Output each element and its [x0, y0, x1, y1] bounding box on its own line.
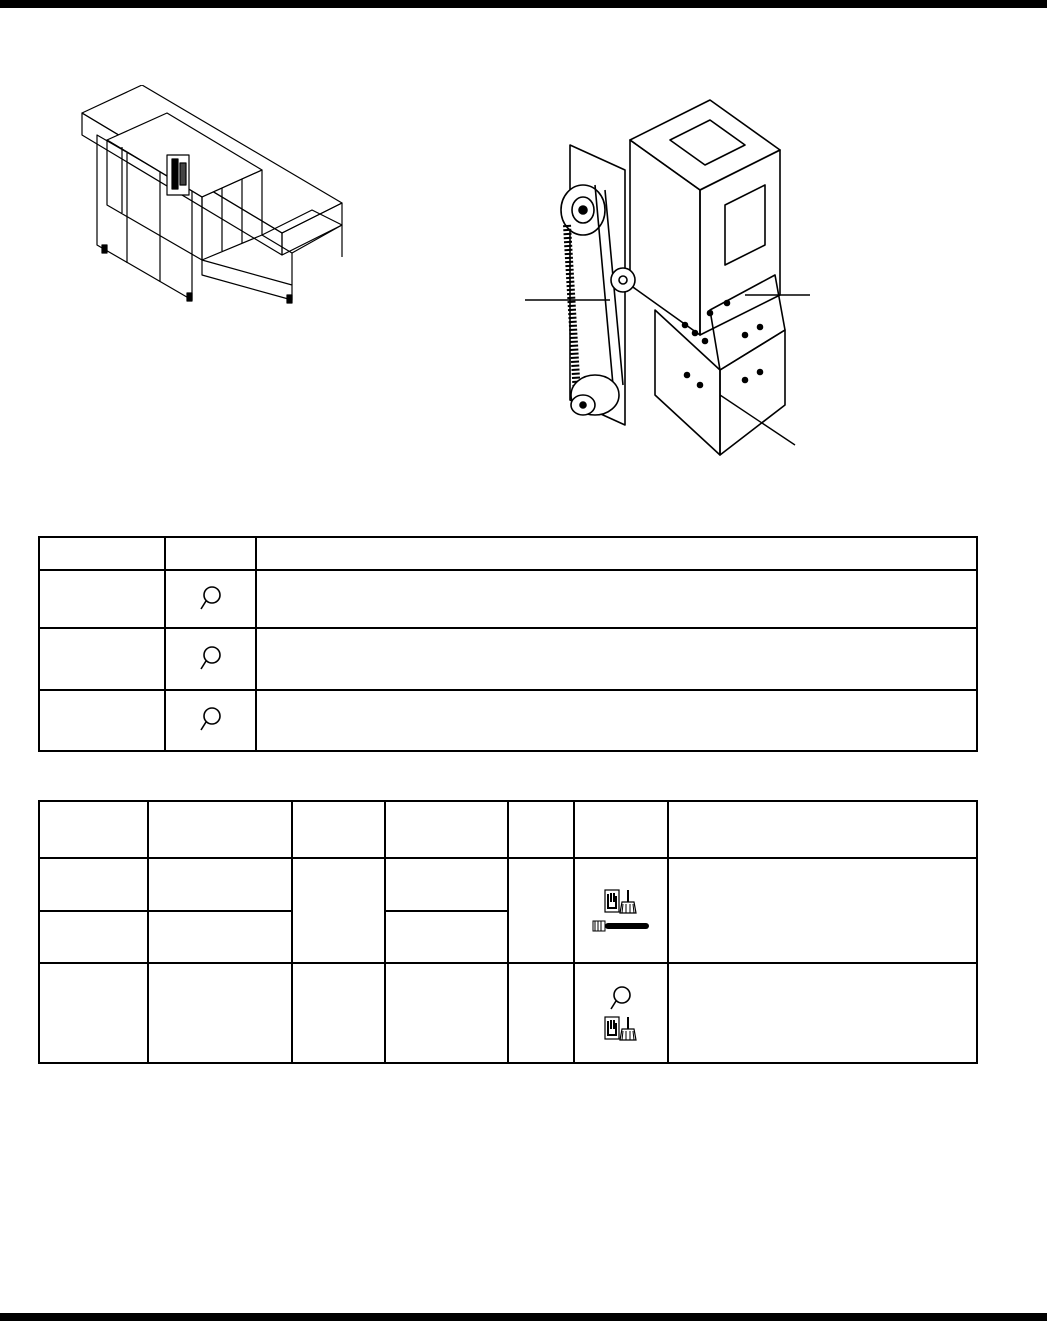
header-cell — [256, 537, 977, 570]
table-cell — [165, 690, 256, 751]
header-cell — [668, 801, 977, 858]
header-cell — [39, 801, 148, 858]
magnifier-icon — [197, 584, 225, 612]
table-cell — [385, 911, 508, 963]
header-cell — [574, 801, 668, 858]
table-row — [39, 963, 977, 1063]
bottom-rule — [0, 1313, 1047, 1321]
magnifier-icon — [197, 705, 225, 733]
table-cell — [39, 911, 148, 963]
table-cell — [148, 858, 292, 911]
table-cell — [39, 858, 148, 911]
table-cell — [668, 858, 977, 963]
table-cell — [165, 628, 256, 690]
brush-icon — [591, 919, 651, 933]
top-rule — [0, 0, 1047, 8]
header-cell — [165, 537, 256, 570]
table-header-row — [39, 801, 977, 858]
table-cell — [39, 963, 148, 1063]
table-cell — [165, 570, 256, 628]
magnifier-icon — [197, 644, 225, 672]
header-cell — [148, 801, 292, 858]
table-cell — [574, 858, 668, 963]
table-cell — [148, 963, 292, 1063]
maintenance-table — [38, 800, 978, 1064]
header-cell — [39, 537, 165, 570]
machine-illustration — [72, 85, 362, 305]
header-cell — [385, 801, 508, 858]
table-cell — [292, 963, 385, 1063]
glove-brush-icon — [603, 1015, 639, 1043]
table-cell — [39, 628, 165, 690]
table-header-row — [39, 537, 977, 570]
table-cell — [256, 570, 977, 628]
table-cell — [385, 963, 508, 1063]
table-cell — [574, 963, 668, 1063]
table-row — [39, 858, 977, 911]
belt-drive-head-illustration — [505, 95, 825, 460]
table-cell — [39, 690, 165, 751]
table-cell — [668, 963, 977, 1063]
magnifier-icon — [607, 984, 635, 1012]
table-cell — [508, 963, 574, 1063]
inspection-table — [38, 536, 978, 752]
table-cell — [148, 911, 292, 963]
table-cell — [256, 628, 977, 690]
table-row — [39, 628, 977, 690]
table-row — [39, 690, 977, 751]
table-cell — [39, 570, 165, 628]
table-cell — [256, 690, 977, 751]
table-row — [39, 570, 977, 628]
glove-brush-icon — [603, 888, 639, 916]
header-cell — [292, 801, 385, 858]
table-cell — [292, 858, 385, 963]
table-cell — [508, 858, 574, 963]
table-cell — [385, 858, 508, 911]
header-cell — [508, 801, 574, 858]
